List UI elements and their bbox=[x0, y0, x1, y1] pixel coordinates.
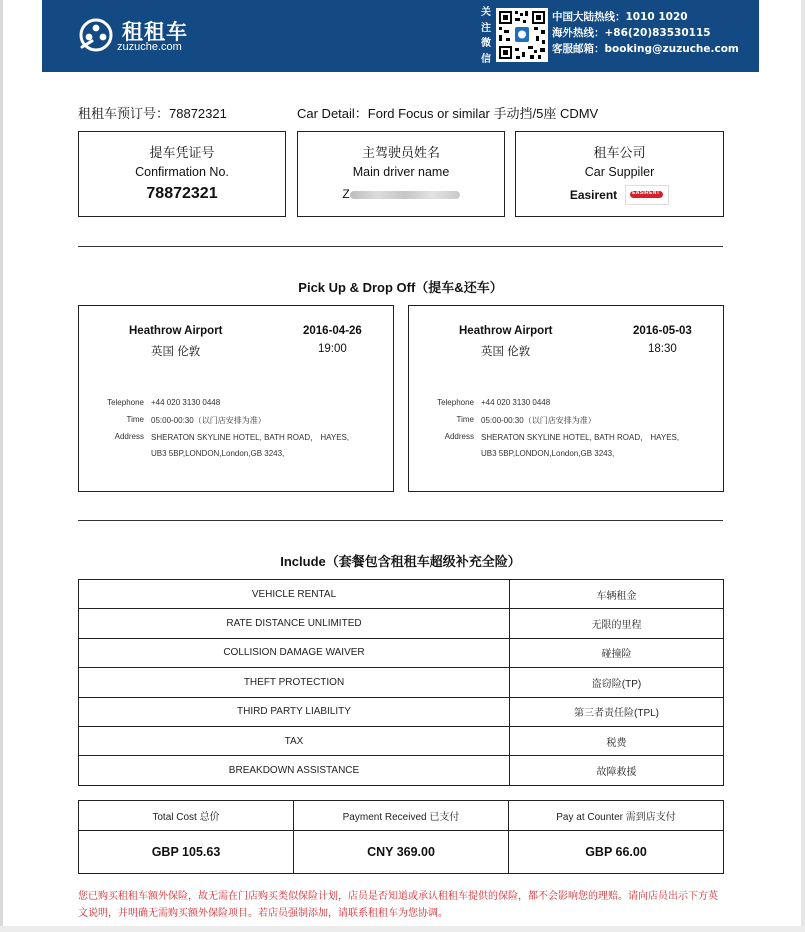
driver-name-initial: Z bbox=[342, 187, 350, 201]
payment-received-label: Payment Received 已支付 bbox=[294, 801, 509, 831]
pay-at-counter-value: GBP 66.00 bbox=[509, 831, 724, 874]
hotline-china: 中国大陆热线：1010 1020 bbox=[552, 11, 688, 23]
include-item-cn: 无限的里程 bbox=[510, 609, 724, 638]
telephone-label: Telephone bbox=[107, 398, 144, 407]
follow-wechat-label bbox=[479, 5, 493, 67]
supplier-row bbox=[516, 185, 723, 205]
table-row bbox=[79, 580, 724, 609]
film-reel-logo-icon bbox=[78, 17, 114, 53]
total-cost-value: GBP 105.63 bbox=[79, 831, 294, 874]
driver-label-cn: 主驾驶员姓名 bbox=[361, 145, 440, 160]
bottom-strip bbox=[0, 926, 805, 932]
pickup-address-line2: UB3 5BP,LONDON,London,GB 3243, bbox=[151, 449, 285, 458]
pickup-time: 19:00 bbox=[318, 343, 347, 355]
include-item-cn: 故障救援 bbox=[510, 756, 724, 785]
insurance-notice: 您已购买租租车额外保险，故无需在门店购买类似保险计划，店员是否知道或承认租租车提供的保险，都不会影响您的理赔。请向店员出示下方英文说明，并明确无需购买额外保险项目。若店员强制添加，请联系租租车为您协调。 bbox=[78, 891, 718, 919]
table-row bbox=[79, 726, 724, 755]
driver-label-en: Main driver name bbox=[352, 165, 450, 179]
include-item-cn: 车辆租金 bbox=[510, 580, 724, 609]
pickup-telephone: +44 020 3130 0448 bbox=[151, 398, 221, 407]
table-row bbox=[79, 609, 724, 638]
follow-char: 关 bbox=[481, 7, 491, 18]
pickup-date: 2016-04-26 bbox=[303, 325, 362, 337]
driver-box bbox=[297, 131, 505, 217]
easirent-logo-icon bbox=[625, 185, 669, 205]
driver-name bbox=[298, 187, 504, 201]
pay-at-counter-label: Pay at Counter 需到店支付 bbox=[509, 801, 724, 831]
follow-char: 微 bbox=[481, 38, 491, 49]
table-row bbox=[79, 756, 724, 785]
table-row bbox=[79, 697, 724, 726]
address-label: Address bbox=[444, 432, 474, 441]
wechat-qr-code bbox=[496, 8, 548, 62]
include-title: Include（套餐包含租租车超级补充全险） bbox=[280, 554, 521, 569]
order-number: 租租车预订号：78872321 bbox=[78, 106, 227, 121]
supplier-box bbox=[515, 131, 724, 217]
pickup-location: Heathrow Airport bbox=[129, 325, 223, 337]
follow-char: 信 bbox=[481, 53, 491, 65]
confirmation-label-cn: 提车凭证号 bbox=[149, 145, 215, 160]
supplier-name: Easirent bbox=[569, 188, 618, 202]
include-item-cn: 税费 bbox=[510, 726, 724, 755]
table-row bbox=[79, 668, 724, 697]
dropoff-address-line2: UB3 5BP,LONDON,London,GB 3243, bbox=[481, 449, 615, 458]
service-email[interactable]: 客服邮箱：booking@zuzuche.com bbox=[552, 43, 739, 55]
dropoff-location: Heathrow Airport bbox=[459, 325, 553, 337]
include-item-en: VEHICLE RENTAL bbox=[79, 580, 510, 609]
car-detail: Car Detail：Ford Focus or similar 手动挡/5座 CDMV bbox=[297, 106, 599, 121]
dropoff-city: 英国 伦敦 bbox=[481, 346, 531, 358]
cost-value-row bbox=[79, 831, 724, 874]
divider bbox=[78, 520, 723, 521]
confirmation-box bbox=[78, 131, 286, 217]
header-bar bbox=[42, 0, 759, 72]
include-table bbox=[78, 579, 724, 786]
contact-info bbox=[552, 9, 739, 57]
payment-received-value: CNY 369.00 bbox=[294, 831, 509, 874]
dropoff-box bbox=[408, 305, 724, 492]
total-cost-label: Total Cost 总价 bbox=[79, 801, 294, 831]
cost-header-row bbox=[79, 801, 724, 831]
include-item-en: COLLISION DAMAGE WAIVER bbox=[79, 638, 510, 667]
address-label: Address bbox=[114, 432, 144, 441]
brand-site: zuzuche.com bbox=[117, 41, 182, 53]
supplier-label-cn: 租车公司 bbox=[593, 145, 646, 160]
include-item-cn: 第三者责任险(TPL) bbox=[510, 697, 724, 726]
hours-label: Time bbox=[126, 415, 144, 424]
pickup-hours: 05:00-00:30（以门店安排为准） bbox=[151, 416, 266, 425]
dropoff-date: 2016-05-03 bbox=[633, 325, 692, 337]
pickup-box bbox=[78, 305, 394, 492]
include-item-en: RATE DISTANCE UNLIMITED bbox=[79, 609, 510, 638]
include-item-en: THEFT PROTECTION bbox=[79, 668, 510, 697]
easirent-logo-text: EASIRENT bbox=[632, 190, 660, 196]
include-item-en: TAX bbox=[79, 726, 510, 755]
dropoff-time: 18:30 bbox=[648, 343, 677, 355]
supplier-label-en: Car Suppiler bbox=[584, 165, 655, 179]
include-item-en: BREAKDOWN ASSISTANCE bbox=[79, 756, 510, 785]
table-row bbox=[79, 638, 724, 667]
redacted-name bbox=[350, 191, 460, 199]
include-item-cn: 碰撞险 bbox=[510, 638, 724, 667]
cost-table bbox=[78, 800, 724, 874]
hotline-overseas: 海外热线：+86(20)83530115 bbox=[552, 27, 711, 39]
hours-label: Time bbox=[456, 415, 474, 424]
pickup-dropoff-title: Pick Up & Drop Off（提车&还车） bbox=[298, 280, 503, 295]
page-edge-left bbox=[0, 0, 3, 932]
brand-name: 租租车 bbox=[122, 20, 188, 44]
confirmation-number: 78872321 bbox=[146, 185, 218, 202]
page-edge-right bbox=[801, 0, 805, 932]
follow-char: 注 bbox=[481, 22, 491, 34]
dropoff-address-line1: SHERATON SKYLINE HOTEL, BATH ROAD， HAYES, bbox=[481, 433, 680, 442]
divider bbox=[78, 246, 723, 247]
confirmation-label-en: Confirmation No. bbox=[135, 165, 229, 179]
include-item-en: THIRD PARTY LIABILITY bbox=[79, 697, 510, 726]
pickup-city: 英国 伦敦 bbox=[151, 346, 201, 358]
dropoff-telephone: +44 020 3130 0448 bbox=[481, 398, 551, 407]
include-item-cn: 盗窃险(TP) bbox=[510, 668, 724, 697]
dropoff-hours: 05:00-00:30（以门店安排为准） bbox=[481, 416, 596, 425]
telephone-label: Telephone bbox=[437, 398, 474, 407]
pickup-address-line1: SHERATON SKYLINE HOTEL, BATH ROAD， HAYES, bbox=[151, 433, 350, 442]
